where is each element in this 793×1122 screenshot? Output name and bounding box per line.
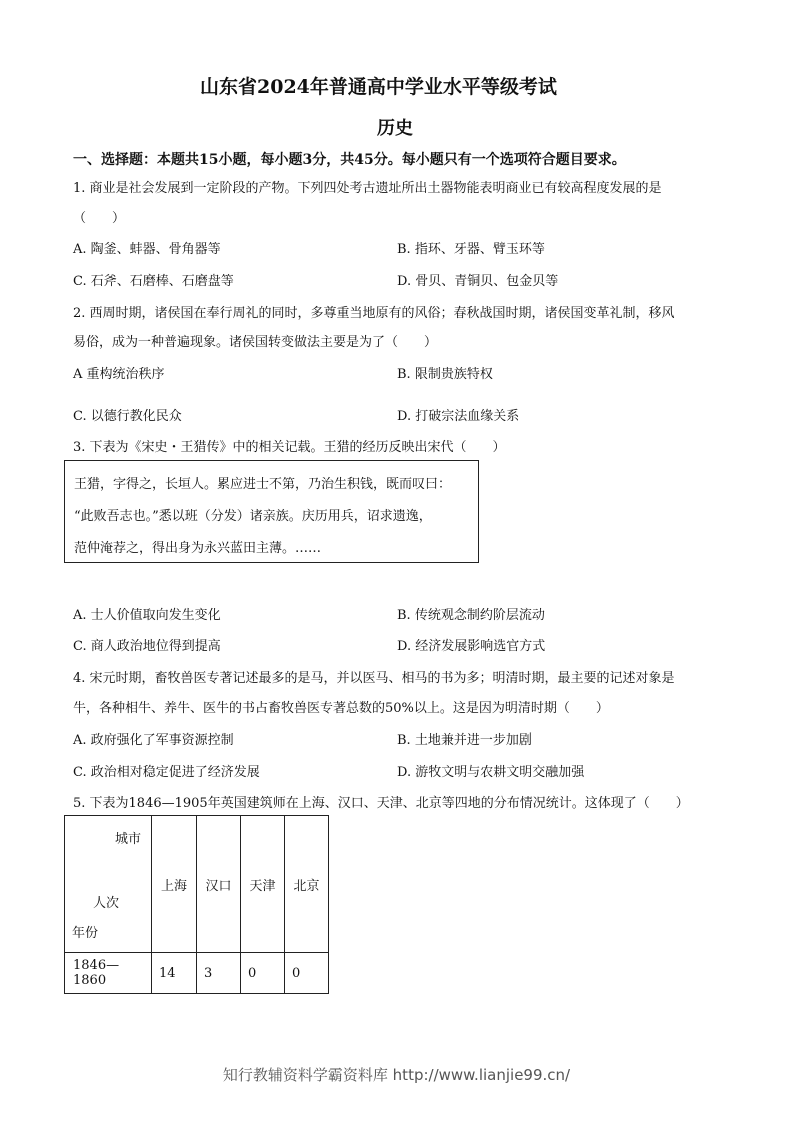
- question-3-option-b: B. 传统观念制约阶层流动: [397, 608, 545, 623]
- footer-watermark: 知行教辅资料学霸资料库 http://www.lianjie99.cn/: [222, 1066, 571, 1084]
- row-value-cell: 14: [152, 953, 197, 994]
- question-4-option-b: B. 土地兼并进一步加剧: [397, 733, 532, 748]
- table-row: [65, 953, 329, 994]
- question-3-option-c: C. 商人政治地位得到提高: [73, 639, 221, 654]
- question-2-option-b: B. 限制贵族特权: [397, 367, 493, 382]
- question-2-stem-line-2: 易俗，成为一种普遍现象。诸侯国转变做法主要是为了（ ）: [73, 335, 438, 350]
- question-4-option-a: A. 政府强化了军事资源控制: [73, 733, 234, 748]
- question-3-option-d: D. 经济发展影响选官方式: [397, 639, 546, 654]
- question-4-stem-line-2: 牛，各种相牛、养牛、医牛的书占畜牧兽医专著总数的50%以上。这是因为明清时期（ ）: [73, 701, 609, 716]
- excerpt-line-3: 范仲淹荐之，得出身为永兴蓝田主薄。……: [74, 541, 322, 556]
- question-5-stem: 5. 下表为1846—1905年英国建筑师在上海、汉口、天津、北京等四地的分布情况统计。这体现了（ ）: [73, 796, 689, 811]
- question-2-option-c: C. 以德行教化民众: [73, 409, 182, 424]
- question-1-stem-line-1: 1. 商业是社会发展到一定阶段的产物。下列四处考古遗址所出土器物能表明商业已有较高程度发展的是: [73, 181, 662, 196]
- question-1-option-b: B. 指环、牙器、臂玉环等: [397, 242, 545, 257]
- corner-label-city: 城市: [115, 832, 142, 847]
- corner-label-count: 人次: [93, 896, 120, 911]
- question-3-option-a: A. 士人价值取向发生变化: [73, 608, 221, 623]
- excerpt-line-2: “此败吾志也。”悉以班（分发）诸亲族。庆历用兵，诏求遗逸，: [74, 509, 432, 524]
- question-2-option-d: D. 打破宗法血缘关系: [397, 409, 520, 424]
- exam-title: 山东省2024年普通高中学业水平等级考试: [200, 76, 557, 98]
- column-header-city: 北京: [285, 816, 329, 953]
- excerpt-line-1: 王猎，字得之，长垣人。累应进士不第，乃治生积钱，既而叹曰：: [74, 477, 452, 492]
- table-corner-header: [65, 816, 152, 953]
- column-header-city: 天津: [241, 816, 285, 953]
- row-value-cell: 3: [197, 953, 241, 994]
- question-1-option-a: A. 陶釜、蚌器、骨角器等: [73, 242, 221, 257]
- question-3-excerpt-box: [64, 460, 479, 563]
- question-1-stem-line-2: （ ）: [73, 211, 126, 226]
- row-value-cell: 0: [285, 953, 329, 994]
- question-1-option-c: C. 石斧、石磨棒、石磨盘等: [73, 274, 234, 289]
- row-value-cell: 0: [241, 953, 285, 994]
- row-year-cell: 1846—1860: [65, 953, 152, 994]
- question-4-option-d: D. 游牧文明与农耕文明交融加强: [397, 765, 585, 780]
- column-header-city: 汉口: [197, 816, 241, 953]
- section-heading: 一、选择题：本题共15小题，每小题3分，共45分。每小题只有一个选项符合题目要求。: [73, 152, 626, 168]
- corner-label-year: 年份: [72, 926, 99, 941]
- question-4-option-c: C. 政治相对稳定促进了经济发展: [73, 765, 260, 780]
- question-2-option-a: A 重构统治秩序: [73, 367, 165, 382]
- question-2-stem-line-1: 2. 西周时期，诸侯国在奉行周礼的同时，多尊重当地原有的风俗；春秋战国时期，诸侯国变革礼制，移风: [73, 306, 675, 321]
- column-header-city: 上海: [152, 816, 197, 953]
- architect-distribution-table: [64, 815, 329, 994]
- question-3-stem: 3. 下表为《宋史・王猎传》中的相关记载。王猎的经历反映出宋代（ ）: [73, 440, 506, 455]
- question-1-option-d: D. 骨贝、青铜贝、包金贝等: [397, 274, 559, 289]
- question-4-stem-line-1: 4. 宋元时期，畜牧兽医专著记述最多的是马，并以医马、相马的书为多；明清时期，最主要的记述对象是: [73, 671, 675, 686]
- subject-title: 历史: [377, 118, 413, 139]
